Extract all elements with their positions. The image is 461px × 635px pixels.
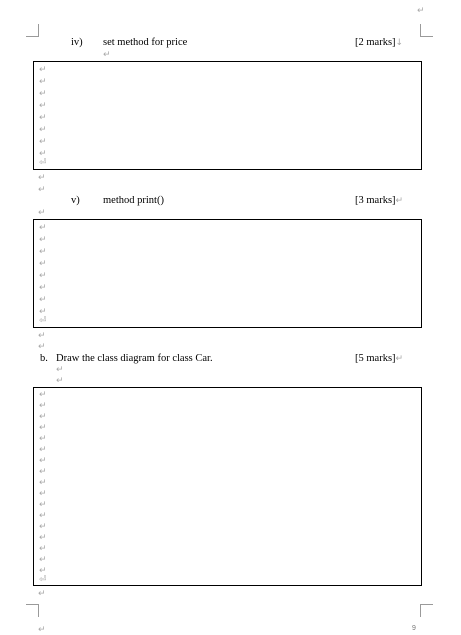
paragraph-mark: ↵ [39,77,47,87]
marks-label: [3 marks] [355,195,396,206]
paragraph-mark: ↵ [39,101,47,111]
paragraph-mark: ↵ [395,196,404,206]
top-right-margin-mark [420,24,433,37]
bottom-right-margin-mark [420,604,433,617]
question-number: iv) [71,37,83,48]
paragraph-mark: ↵ [39,113,47,123]
paragraph-mark: ↵ [39,511,47,521]
paragraph-mark: ↵ [39,295,47,305]
paragraph-mark: ↵ [39,522,47,532]
paragraph-mark: ↵ [39,307,47,317]
paragraph-mark: ↵ [39,445,47,455]
question-iv-marks [355,37,403,49]
paragraph-mark: ↓ [395,38,404,48]
paragraph-mark: ↵ [39,235,47,245]
question-b-marks [355,353,403,365]
cell-end-mark: ⏎ [39,158,47,168]
question-v-marks [355,195,403,207]
question-v-text: method print() [103,195,164,206]
marks-label: [5 marks] [355,353,396,364]
footer-paragraph-mark: ↵ [38,625,46,635]
question-v: v) [71,195,80,206]
question-iv-text: set method for price [103,37,188,48]
answer-box-b[interactable] [33,387,422,586]
paragraph-mark: ↵ [39,247,47,257]
paragraph-mark: ↵ [39,89,47,99]
paragraph-mark: ↵ [39,456,47,466]
paragraph-mark: ↵ [39,500,47,510]
answer-box-v[interactable] [33,219,422,328]
paragraph-mark: ↵ [38,208,46,218]
paragraph-mark: ↵ [39,478,47,488]
paragraph-mark: ↵ [39,259,47,269]
paragraph-mark: ↵ [39,390,47,400]
paragraph-mark: ↵ [39,434,47,444]
paragraph-mark: ↵ [39,533,47,543]
header-paragraph-mark: ↵ [417,6,425,16]
paragraph-mark: ↵ [38,173,46,183]
paragraph-mark: ↵ [56,376,64,386]
paragraph-mark: ↵ [39,489,47,499]
bottom-left-margin-mark [26,604,39,617]
paragraph-mark: ↵ [38,589,46,599]
paragraph-mark: ↵ [39,283,47,293]
paragraph-mark: ↵ [39,149,47,159]
top-left-margin-mark [26,24,39,37]
paragraph-mark: ↵ [56,365,64,375]
paragraph-mark: ↵ [39,223,47,233]
paragraph-mark: ↵ [39,412,47,422]
paragraph-mark: ↵ [39,467,47,477]
question-b-text: Draw the class diagram for class Car. [56,353,213,364]
question-iv [71,37,83,49]
page-number: 9 [412,625,416,632]
marks-label: [2 marks] [355,37,396,48]
paragraph-mark: ↵ [38,185,46,195]
paragraph-mark: ↵ [39,423,47,433]
paragraph-mark: ↵ [395,354,404,364]
paragraph-mark: ↵ [39,555,47,565]
paragraph-mark: ↵ [39,137,47,147]
cell-end-mark: ⏎ [39,575,47,585]
paragraph-mark: ↵ [39,271,47,281]
cell-end-mark: ⏎ [39,316,47,326]
paragraph-mark: ↵ [39,544,47,554]
paragraph-mark: ↵ [103,50,111,60]
paragraph-mark: ↵ [39,65,47,75]
paragraph-mark: ↵ [38,342,46,352]
answer-box-iv[interactable] [33,61,422,170]
paragraph-mark: ↵ [39,125,47,135]
question-b: b. [40,353,48,364]
paragraph-mark: ↵ [39,566,47,576]
paragraph-mark: ↵ [38,331,46,341]
paragraph-mark: ↵ [39,401,47,411]
